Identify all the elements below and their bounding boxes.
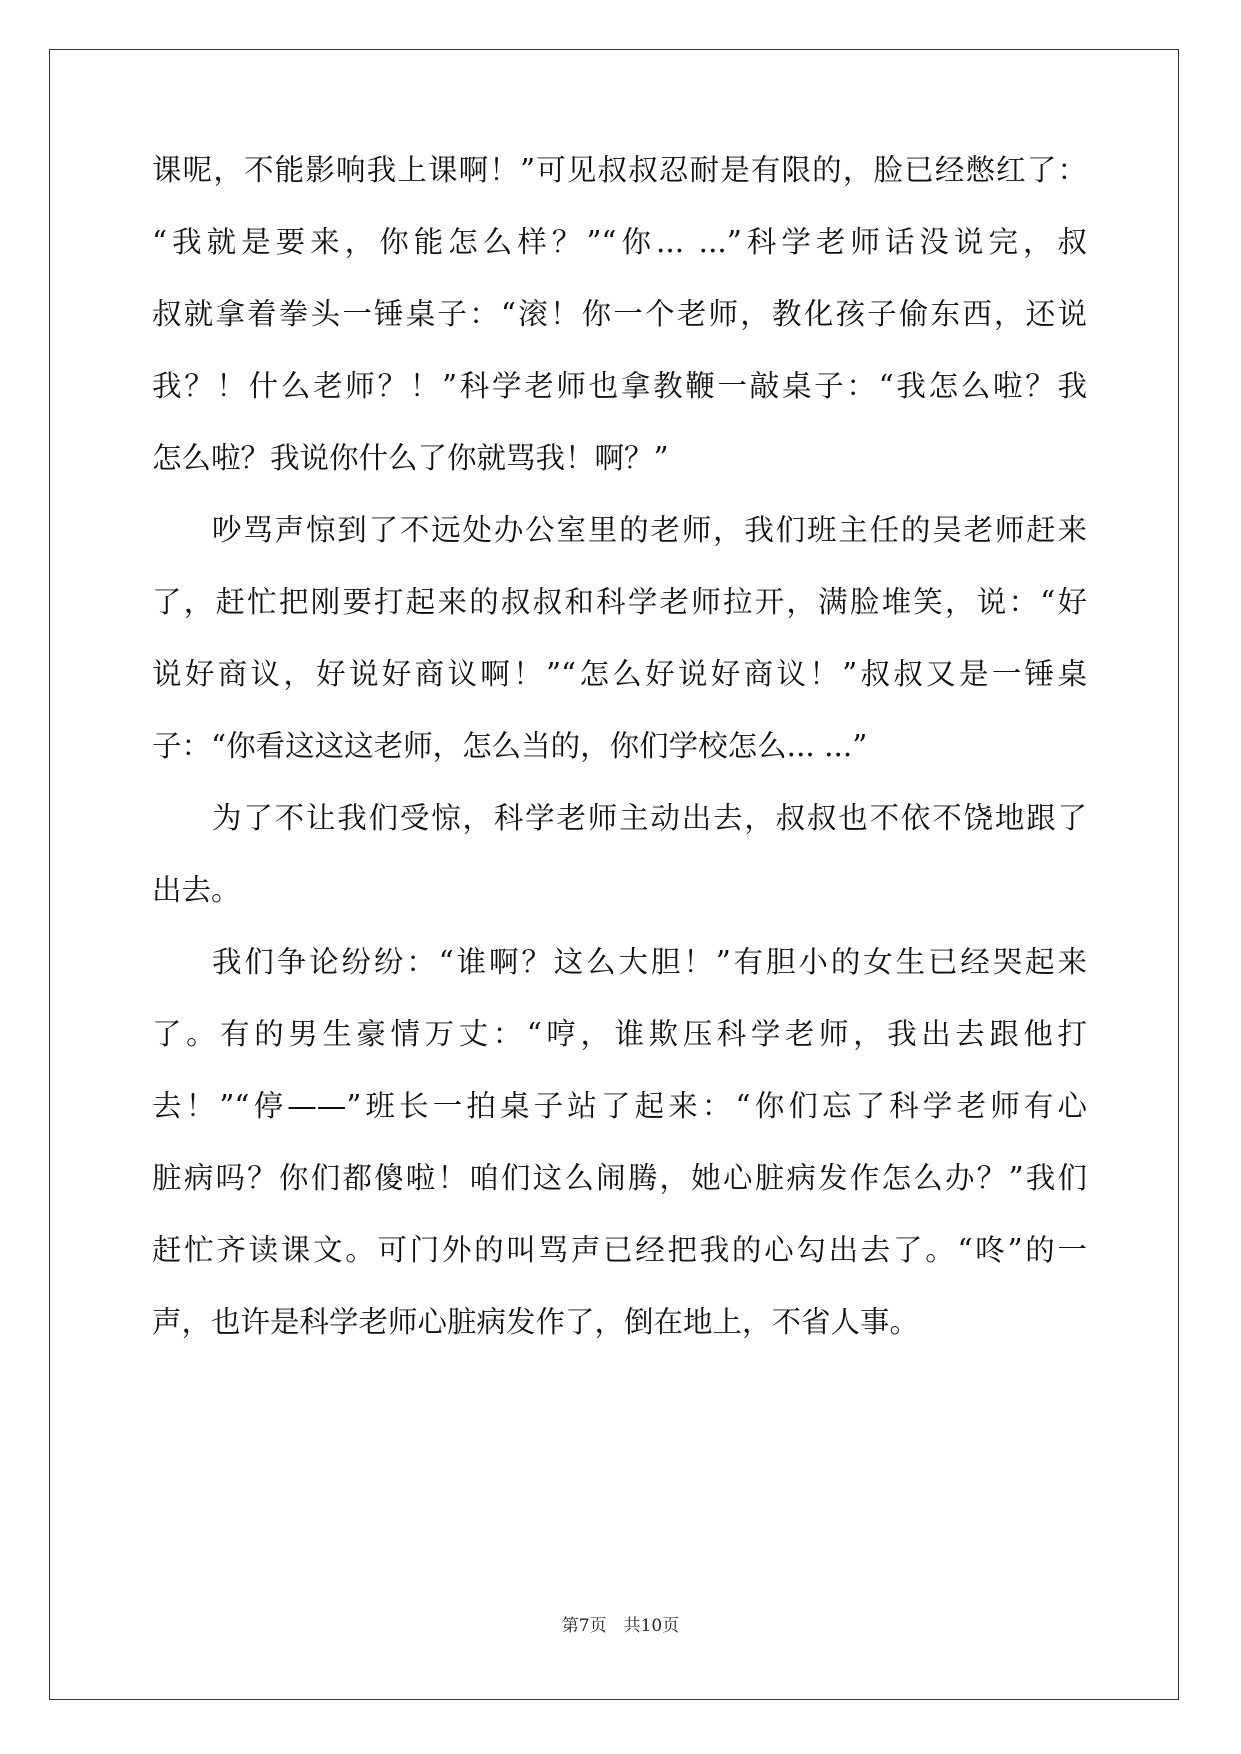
paragraph-first-line: 我们争论纷纷：“谁啊？这么大胆！”有胆小的女生已经哭起来: [212, 945, 1087, 979]
paragraph-first-line: 吵骂声惊到了不远处办公室里的老师，我们班主任的吴老师赶来: [212, 513, 1087, 547]
text-line: “我就是要来，你能怎么样？”“你... ...”科学老师话没说完，叔: [152, 225, 1087, 259]
text-line: 出去。: [152, 873, 241, 907]
text-line: 叔就拿着拳头一锤桌子：“滚！你一个老师，教化孩子偷东西，还说: [152, 297, 1087, 331]
text-line: 我？！什么老师？！”科学老师也拿教鞭一敲桌子：“我怎么啦？我: [152, 369, 1087, 403]
paragraph-first-line: 为了不让我们受惊，科学老师主动出去，叔叔也不依不饶地跟了: [212, 801, 1087, 835]
text-line: 声，也许是科学老师心脏病发作了，倒在地上，不省人事。: [152, 1305, 920, 1339]
text-line: 了。有的男生豪情万丈：“哼，谁欺压科学老师，我出去跟他打: [152, 1017, 1087, 1051]
text-line: 了，赶忙把刚要打起来的叔叔和科学老师拉开，满脸堆笑，说：“好: [152, 585, 1087, 619]
page-number-footer: 第7页 共10页: [561, 1616, 680, 1636]
text-line: 怎么啦？我说你什么了你就骂我！啊？”: [152, 441, 669, 475]
text-line: 赶忙齐读课文。可门外的叫骂声已经把我的心勾出去了。“咚”的一: [152, 1233, 1087, 1267]
text-line: 说好商议，好说好商议啊！”“怎么好说好商议！”叔叔又是一锤桌: [152, 657, 1087, 691]
text-line: 去！”“停——”班长一拍桌子站了起来：“你们忘了科学老师有心: [152, 1089, 1087, 1123]
text-line: 子：“你看这这这老师，怎么当的，你们学校怎么... ...”: [152, 729, 868, 763]
text-line: 课呢，不能影响我上课啊！”可见叔叔忍耐是有限的，脸已经憋红了：: [152, 153, 1087, 187]
text-line: 脏病吗？你们都傻啦！咱们这么闹腾，她心脏病发作怎么办？”我们: [152, 1161, 1087, 1195]
